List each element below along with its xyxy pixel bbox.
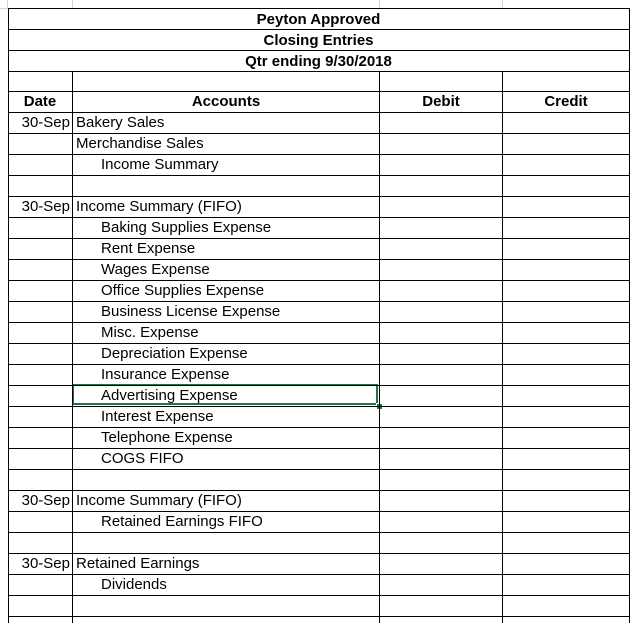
row-divider (8, 574, 630, 575)
row-divider (8, 427, 630, 428)
column-header-accounts[interactable]: Accounts (191, 93, 261, 110)
gridline (379, 0, 380, 8)
account-cell[interactable]: Retained Earnings FIFO (101, 513, 263, 530)
account-cell[interactable]: Office Supplies Expense (101, 282, 265, 299)
row-divider (8, 238, 630, 239)
row-divider (8, 385, 630, 386)
account-cell[interactable] (76, 616, 377, 637)
row-divider (8, 448, 630, 449)
border-left (8, 8, 9, 623)
selected-cell-border[interactable] (72, 384, 378, 405)
column-header-credit[interactable]: Credit (544, 93, 588, 110)
date-cell[interactable] (10, 343, 70, 364)
date-cell[interactable]: 30-Sep (21, 555, 70, 572)
date-cell[interactable] (10, 301, 70, 322)
border-horizontal (8, 91, 630, 92)
date-cell[interactable] (10, 217, 70, 238)
row-divider (8, 343, 630, 344)
date-cell[interactable]: 30-Sep (21, 492, 70, 509)
account-cell[interactable]: Income Summary (FIFO) (76, 492, 242, 509)
date-cell[interactable] (10, 511, 70, 532)
row-divider (8, 532, 630, 533)
date-cell[interactable] (10, 280, 70, 301)
date-cell[interactable] (10, 259, 70, 280)
account-cell[interactable]: Rent Expense (101, 240, 196, 257)
row-divider (8, 406, 630, 407)
row-divider (8, 217, 630, 218)
row-divider (8, 112, 630, 113)
date-cell[interactable] (10, 427, 70, 448)
account-cell[interactable]: Bakery Sales (76, 114, 165, 131)
account-cell[interactable]: Merchandise Sales (76, 135, 204, 152)
column-header-debit[interactable]: Debit (422, 93, 460, 110)
gridline (7, 0, 8, 8)
date-cell[interactable] (10, 469, 70, 490)
row-divider (8, 595, 630, 596)
row-divider (8, 322, 630, 323)
account-cell[interactable] (76, 532, 377, 553)
date-cell[interactable] (10, 385, 70, 406)
row-divider (8, 511, 630, 512)
date-cell[interactable] (10, 133, 70, 154)
date-cell[interactable] (10, 448, 70, 469)
row-divider (8, 133, 630, 134)
border-horizontal (8, 71, 630, 72)
account-cell[interactable]: Dividends (101, 576, 167, 593)
account-cell[interactable]: Baking Supplies Expense (101, 219, 272, 236)
account-cell[interactable]: Income Summary (FIFO) (76, 198, 242, 215)
report-title[interactable]: Closing Entries (263, 32, 374, 49)
border-horizontal (8, 29, 630, 30)
row-divider (8, 196, 630, 197)
date-cell[interactable] (10, 532, 70, 553)
company-name[interactable]: Peyton Approved (256, 11, 381, 28)
date-cell[interactable] (10, 574, 70, 595)
date-cell[interactable] (10, 364, 70, 385)
date-cell[interactable] (10, 595, 70, 616)
account-cell[interactable]: Interest Expense (101, 408, 214, 425)
account-cell[interactable]: COGS FIFO (101, 450, 184, 467)
gridline (72, 0, 73, 8)
date-cell[interactable] (10, 238, 70, 259)
date-cell[interactable]: 30-Sep (21, 114, 70, 131)
account-cell[interactable] (76, 469, 377, 490)
account-cell[interactable]: Business License Expense (101, 303, 281, 320)
date-cell[interactable] (10, 175, 70, 196)
account-cell[interactable]: Advertising Expense (101, 387, 238, 404)
account-cell[interactable]: Wages Expense (101, 261, 210, 278)
column-header-date[interactable]: Date (23, 93, 57, 110)
gridline (502, 0, 503, 8)
row-divider (8, 280, 630, 281)
account-cell[interactable]: Depreciation Expense (101, 345, 248, 362)
report-period[interactable]: Qtr ending 9/30/2018 (245, 53, 392, 70)
account-cell[interactable]: Income Summary (101, 156, 219, 173)
row-divider (8, 259, 630, 260)
border-horizontal (8, 50, 630, 51)
row-divider (8, 553, 630, 554)
account-cell[interactable]: Misc. Expense (101, 324, 199, 341)
date-cell[interactable] (10, 154, 70, 175)
row-divider (8, 154, 630, 155)
border-horizontal (8, 8, 630, 9)
row-divider (8, 364, 630, 365)
row-divider (8, 175, 630, 176)
date-cell[interactable] (10, 406, 70, 427)
row-divider (8, 301, 630, 302)
row-divider (8, 469, 630, 470)
account-cell[interactable]: Retained Earnings (76, 555, 200, 572)
row-divider (8, 490, 630, 491)
account-cell[interactable]: Telephone Expense (101, 429, 233, 446)
account-cell[interactable] (76, 175, 377, 196)
row-divider (8, 616, 630, 617)
date-cell[interactable]: 30-Sep (21, 198, 70, 215)
account-cell[interactable]: Insurance Expense (101, 366, 230, 383)
date-cell[interactable] (10, 616, 70, 637)
date-cell[interactable] (10, 322, 70, 343)
account-cell[interactable] (76, 595, 377, 616)
